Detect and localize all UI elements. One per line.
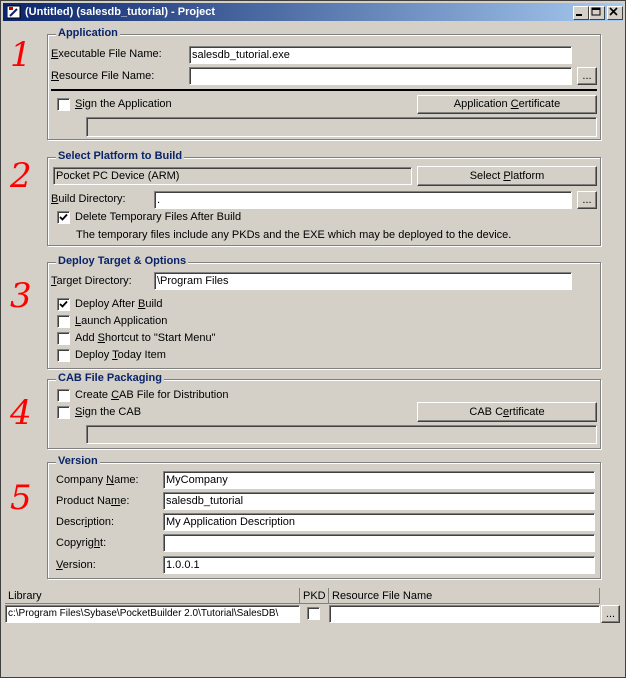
version-label: Version: (56, 559, 96, 571)
create-cab-checkbox[interactable] (57, 389, 70, 402)
launch-application-label: Launch Application (75, 315, 168, 327)
exe-file-input[interactable]: salesdb_tutorial.exe (189, 46, 572, 64)
create-cab-label: Create CAB File for Distribution (75, 389, 229, 401)
temp-files-note: The temporary files include any PKDs and the EXE which may be deployed to the device. (76, 229, 512, 241)
minimize-button[interactable] (573, 6, 589, 20)
launch-application-checkbox[interactable] (57, 315, 70, 328)
marker-4: 4 (10, 393, 32, 433)
marker-3: 3 (10, 276, 32, 316)
resource-browse-button[interactable]: ... (577, 67, 597, 85)
title-bar[interactable] (3, 3, 623, 21)
pkd-column-header[interactable]: PKD (300, 588, 329, 604)
maximize-icon (591, 7, 601, 17)
deploy-group (47, 255, 601, 369)
marker-1: 1 (10, 35, 32, 75)
cab-group-label: CAB File Packaging (58, 372, 162, 384)
product-name-label: Product Name: (56, 495, 130, 507)
platform-group (47, 150, 601, 246)
copyright-input[interactable] (163, 534, 595, 552)
deploy-group-label: Deploy Target & Options (58, 255, 187, 267)
pkd-checkbox[interactable] (307, 607, 320, 620)
sign-cab-label: Sign the CAB (75, 406, 142, 418)
resource-file-label: Resource File Name: (51, 70, 155, 82)
version-input[interactable]: 1.0.0.1 (163, 556, 595, 574)
delete-temp-files-checkbox[interactable] (57, 211, 70, 224)
platform-display: Pocket PC Device (ARM) (53, 167, 412, 185)
cab-group (47, 372, 601, 449)
description-label: Description: (56, 516, 115, 528)
sign-application-label: Sign the Application (75, 98, 172, 110)
resource-file-input[interactable] (189, 67, 572, 85)
exe-file-label: Executable File Name: (51, 48, 162, 60)
platform-group-label: Select Platform to Build (58, 150, 183, 162)
application-group-label: Application (58, 27, 118, 39)
select-platform-button[interactable]: Select Platform (417, 166, 597, 186)
application-certificate-button[interactable]: Application Certificate (417, 95, 597, 114)
library-column-header[interactable]: Library (5, 588, 300, 604)
version-group-label: Version (58, 455, 98, 467)
library-path-cell[interactable]: c:\Program Files\Sybase\PocketBuilder 2.0\Tutorial\SalesDB\ (5, 605, 300, 623)
library-resource-cell[interactable] (329, 605, 600, 623)
divider (51, 89, 597, 91)
sign-cab-checkbox[interactable] (57, 406, 70, 419)
copyright-label: Copyright: (56, 537, 107, 549)
checkmark-icon (59, 300, 68, 309)
app-icon (7, 5, 21, 19)
version-group (47, 455, 601, 579)
library-browse-button[interactable]: ... (601, 605, 620, 623)
company-name-input[interactable]: MyCompany (163, 471, 595, 489)
minimize-icon (575, 7, 585, 17)
deploy-after-build-checkbox[interactable] (57, 298, 70, 311)
checkmark-icon (59, 213, 68, 222)
target-directory-input[interactable]: \Program Files (154, 272, 572, 290)
product-name-input[interactable]: salesdb_tutorial (163, 492, 595, 510)
add-shortcut-label: Add Shortcut to "Start Menu" (75, 332, 216, 344)
deploy-after-build-label: Deploy After Build (75, 298, 163, 310)
maximize-button[interactable] (589, 6, 605, 20)
marker-2: 2 (10, 156, 32, 196)
application-group (47, 27, 601, 140)
delete-temp-files-label: Delete Temporary Files After Build (75, 211, 242, 223)
resource-column-header[interactable]: Resource File Name (329, 588, 600, 604)
target-directory-label: Target Directory: (51, 275, 132, 287)
application-certificate-field (86, 117, 597, 137)
marker-5: 5 (10, 478, 32, 518)
add-shortcut-checkbox[interactable] (57, 332, 70, 345)
deploy-today-item-checkbox[interactable] (57, 349, 70, 362)
build-directory-input[interactable]: . (154, 191, 572, 209)
build-directory-browse-button[interactable]: ... (577, 191, 597, 209)
company-name-label: Company Name: (56, 474, 139, 486)
library-grid (5, 588, 621, 624)
close-button[interactable] (607, 6, 623, 20)
sign-application-checkbox[interactable] (57, 98, 70, 111)
close-icon (609, 7, 619, 17)
description-input[interactable]: My Application Description (163, 513, 595, 531)
build-directory-label: Build Directory: (51, 193, 126, 205)
cab-certificate-field (86, 425, 597, 444)
cab-certificate-button[interactable]: CAB Certificate (417, 402, 597, 422)
deploy-today-item-label: Deploy Today Item (75, 349, 166, 361)
window-title: (Untitled) (salesdb_tutorial) - Project (25, 6, 216, 18)
